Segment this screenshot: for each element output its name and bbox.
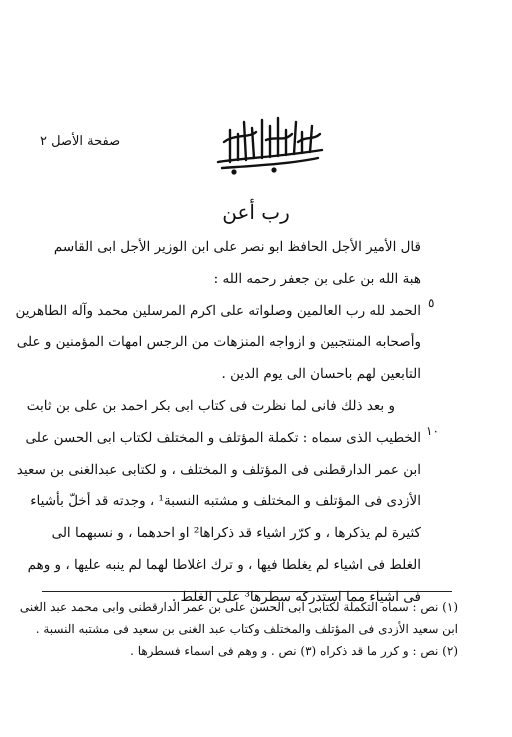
text-line: كثيرة لم يذكرها ، و كرّر اشياء قد ذكراها² او احدهما ، و نسبهما الى	[51, 525, 421, 542]
line-number: ١٠	[426, 424, 439, 438]
footnote-line: (٢) نص : و كرر ما قد ذكراه (٣) نص . و وهم فى اسماء فسطرها .	[130, 644, 458, 658]
main-text	[15, 232, 421, 614]
line-number: ٥	[428, 296, 435, 310]
text-line: هبة الله بن على بن جعفر رحمه الله :	[213, 270, 421, 287]
text-line: الغلط فى اشياء لم يغلطا فيها ، و ترك اغلاطا لهما لم ينبه عليها ، و وهم	[27, 556, 421, 573]
text-line: الحمد لله رب العالمين وصلواته على اكرم المرسلين محمد وآله الطاهرين	[15, 302, 421, 319]
text-line: وأصحابه المنتجبين و ازواجه المنزهات من الرجس امهات المؤمنين و على	[16, 334, 421, 351]
page-reference: صفحة الأصل ٢	[40, 134, 121, 149]
footnote-line: ابن سعيد الأزدى فى المؤتلف والمختلف وكتاب عبد الغنى بن سعيد فى مشتبه النسبة .	[35, 622, 458, 636]
text-line: الأزدى فى المؤتلف و المختلف و مشتبه النسبة¹ ، وجدته قد أخلّ بأشياء	[30, 493, 421, 510]
text-line: ابن عمر الدارقطنى فى المؤتلف و المختلف ، و لكتابى عبدالغنى بن سعيد	[16, 461, 421, 478]
text-line: الخطيب الذى سماه : تكملة المؤتلف و المختلف لكتاب ابى الحسن على	[25, 429, 421, 446]
text-line: قال الأمير الأجل الحافظ ابو نصر على ابن الوزير الأجل ابى القاسم	[53, 239, 421, 255]
footnote-divider	[42, 591, 452, 592]
footnote-line: (١) نص : سماه التكملة لكتابى ابى الحسن على بن عمر الدارقطنى وابى محمد عبد الغنى	[19, 600, 458, 614]
text-line: و بعد ذلك فانى لما نظرت فى كتاب ابى بكر احمد بن على بن ثابت	[26, 397, 395, 414]
text-line: فى اشياء مما استدركه سطرها³ على الغلط .	[171, 588, 421, 605]
text-line: التابعين لهم باحسان الى يوم الدين .	[221, 366, 421, 383]
heading: رب أعن	[222, 200, 290, 224]
basmala-calligraphy-image	[210, 112, 330, 176]
footnotes	[19, 596, 458, 662]
